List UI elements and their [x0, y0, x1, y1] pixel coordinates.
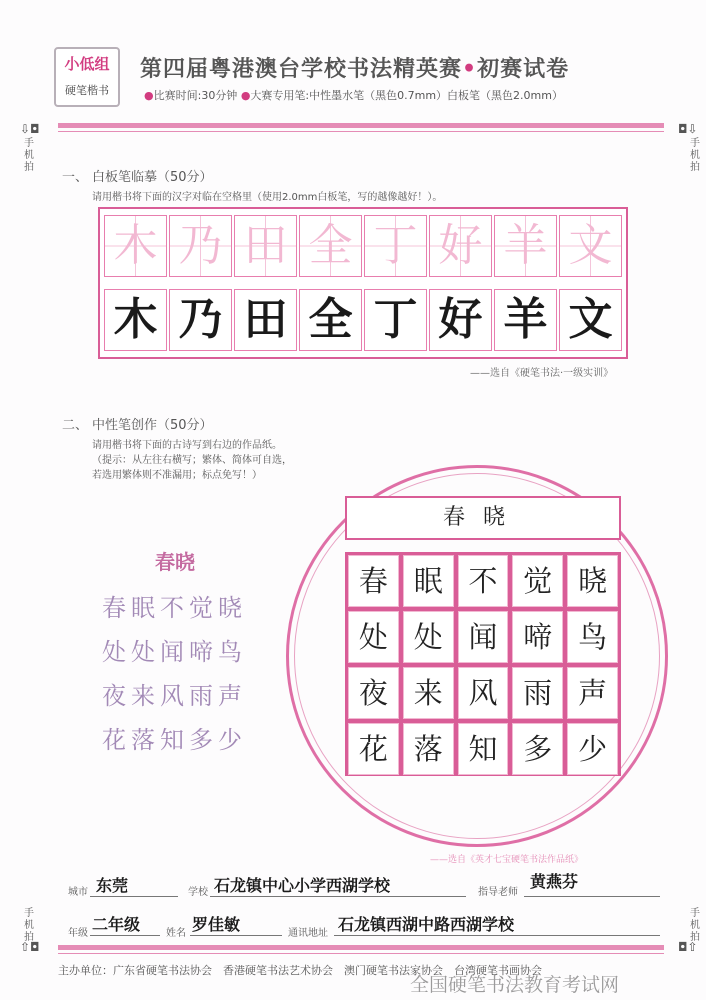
- written-cell: 好: [429, 289, 492, 351]
- work-cell: 夜: [348, 667, 399, 719]
- name-value[interactable]: 罗佳敏: [192, 915, 241, 934]
- footer-divider: [58, 945, 664, 950]
- exam-time: 比赛时间:30分钟: [153, 89, 238, 102]
- trace-row: [104, 215, 622, 277]
- written-cell: 丁: [364, 289, 427, 351]
- group-subtitle: 硬笔楷书: [65, 84, 109, 97]
- work-cell: 声: [567, 667, 618, 719]
- camera-icon: ◘⇩: [678, 122, 698, 136]
- trace-cell: 木: [104, 215, 167, 277]
- poem-line: 春眠不觉晓: [102, 594, 247, 622]
- work-cell: 春: [348, 555, 399, 607]
- work-cell: 雨: [512, 667, 563, 719]
- work-cell: 少: [567, 723, 618, 775]
- school-label: 学校: [188, 887, 208, 898]
- trace-cell: 羊: [494, 215, 557, 277]
- work-title: 春晓: [345, 496, 621, 540]
- section2-instruction-3: 若选用繁体则不准漏用；标点免写！）: [92, 470, 262, 481]
- poem-line: 处处闻啼鸟: [102, 638, 247, 666]
- grade-value[interactable]: 二年级: [92, 915, 141, 934]
- written-cell: 文: [559, 289, 622, 351]
- work-cell: 啼: [512, 611, 563, 663]
- work-cell: 不: [458, 555, 509, 607]
- work-cell: 落: [403, 723, 454, 775]
- header-divider-thin: [58, 131, 664, 132]
- watermark: 全国硬笔书法教育考试网: [410, 974, 620, 996]
- city-value[interactable]: 东莞: [96, 876, 129, 895]
- footer-divider-thin: [58, 953, 664, 954]
- written-cell: 乃: [169, 289, 232, 351]
- exam-info: ●比赛时间:30分钟 ●大赛专用笔:中性墨水笔（黑色0.7mm）白板笔（黑色2.0mm）: [144, 89, 563, 102]
- camera-icon: ◘⇧: [678, 940, 698, 954]
- trace-cell: 乃: [169, 215, 232, 277]
- camera-icon: ⇩◘: [20, 122, 40, 136]
- address-underline: [334, 935, 660, 936]
- camera-icon: ⇧◘: [20, 940, 40, 954]
- written-cell: 田: [234, 289, 297, 351]
- trace-cell: 田: [234, 215, 297, 277]
- work-cell: 风: [458, 667, 509, 719]
- section2-instruction-2: （提示：从左往右横写；繁体、简体可自选，: [92, 455, 292, 466]
- city-label: 城市: [68, 887, 88, 898]
- section1-source: ——选自《硬笔书法·一级实训》: [470, 368, 614, 379]
- trace-cell: 全: [299, 215, 362, 277]
- name-underline: [190, 935, 282, 936]
- work-cell: 眠: [403, 555, 454, 607]
- work-cell: 处: [348, 611, 399, 663]
- title-suffix: 初赛试卷: [477, 56, 570, 82]
- poem-title: 春晓: [155, 550, 195, 574]
- section2-title: 二、 中性笔创作（50分）: [62, 418, 213, 433]
- written-row: [104, 289, 622, 351]
- work-grid: [345, 552, 621, 776]
- side-label-bottom-left: 手机拍: [24, 908, 34, 943]
- group-badge: [54, 47, 120, 107]
- poem-line: 夜来风雨声: [102, 682, 247, 710]
- title-main: 第四届粤港澳台学校书法精英赛: [140, 56, 463, 82]
- work-cell: 闻: [458, 611, 509, 663]
- organizers: 主办单位：广东省硬笔书法协会 香港硬笔书法艺术协会 澳门硬笔书法家协会 台湾硬笔书画协会: [58, 964, 542, 977]
- copy-grid: [98, 207, 628, 359]
- section2-source: ——选自《英才七宝硬笔书法作品纸》: [430, 855, 584, 865]
- school-value[interactable]: 石龙镇中心小学西湖学校: [214, 876, 391, 895]
- page-title: [140, 52, 569, 83]
- written-cell: 羊: [494, 289, 557, 351]
- city-underline: [90, 896, 178, 897]
- work-cell: 觉: [512, 555, 563, 607]
- work-cell: 处: [403, 611, 454, 663]
- work-cell: 多: [512, 723, 563, 775]
- trace-cell: 文: [559, 215, 622, 277]
- grade-label: 年级: [68, 928, 88, 939]
- group-name: 小低组: [64, 55, 110, 73]
- work-cell: 知: [458, 723, 509, 775]
- section1-instruction: 请用楷书将下面的汉字对临在空格里（使用2.0mm白板笔，写的越像越好！）。: [92, 192, 443, 203]
- section1-title: 一、 白板笔临摹（50分）: [62, 170, 213, 185]
- work-cell: 花: [348, 723, 399, 775]
- side-label-bottom-right: 手机拍: [690, 908, 700, 943]
- exam-pen: 大赛专用笔:中性墨水笔（黑色0.7mm）白板笔（黑色2.0mm）: [250, 89, 563, 102]
- work-cell: 来: [403, 667, 454, 719]
- trace-cell: 好: [429, 215, 492, 277]
- name-label: 姓名: [166, 928, 186, 939]
- header-divider: [58, 123, 664, 128]
- written-cell: 全: [299, 289, 362, 351]
- title-dot: •: [462, 56, 478, 82]
- written-cell: 木: [104, 289, 167, 351]
- side-label-top-left: 手机拍: [24, 138, 34, 173]
- work-cell: 鸟: [567, 611, 618, 663]
- teacher-value[interactable]: 黄燕芬: [530, 872, 579, 891]
- teacher-label: 指导老师: [478, 887, 518, 898]
- address-label: 通讯地址: [288, 928, 328, 939]
- address-value[interactable]: 石龙镇西湖中路西湖学校: [338, 915, 515, 934]
- grade-underline: [90, 935, 160, 936]
- section2-instruction-1: 请用楷书将下面的古诗写到右边的作品纸。: [92, 440, 282, 451]
- teacher-underline: [524, 896, 660, 897]
- work-cell: 晓: [567, 555, 618, 607]
- trace-cell: 丁: [364, 215, 427, 277]
- side-label-top-right: 手机拍: [690, 138, 700, 173]
- school-underline: [210, 896, 466, 897]
- poem-line: 花落知多少: [102, 726, 247, 754]
